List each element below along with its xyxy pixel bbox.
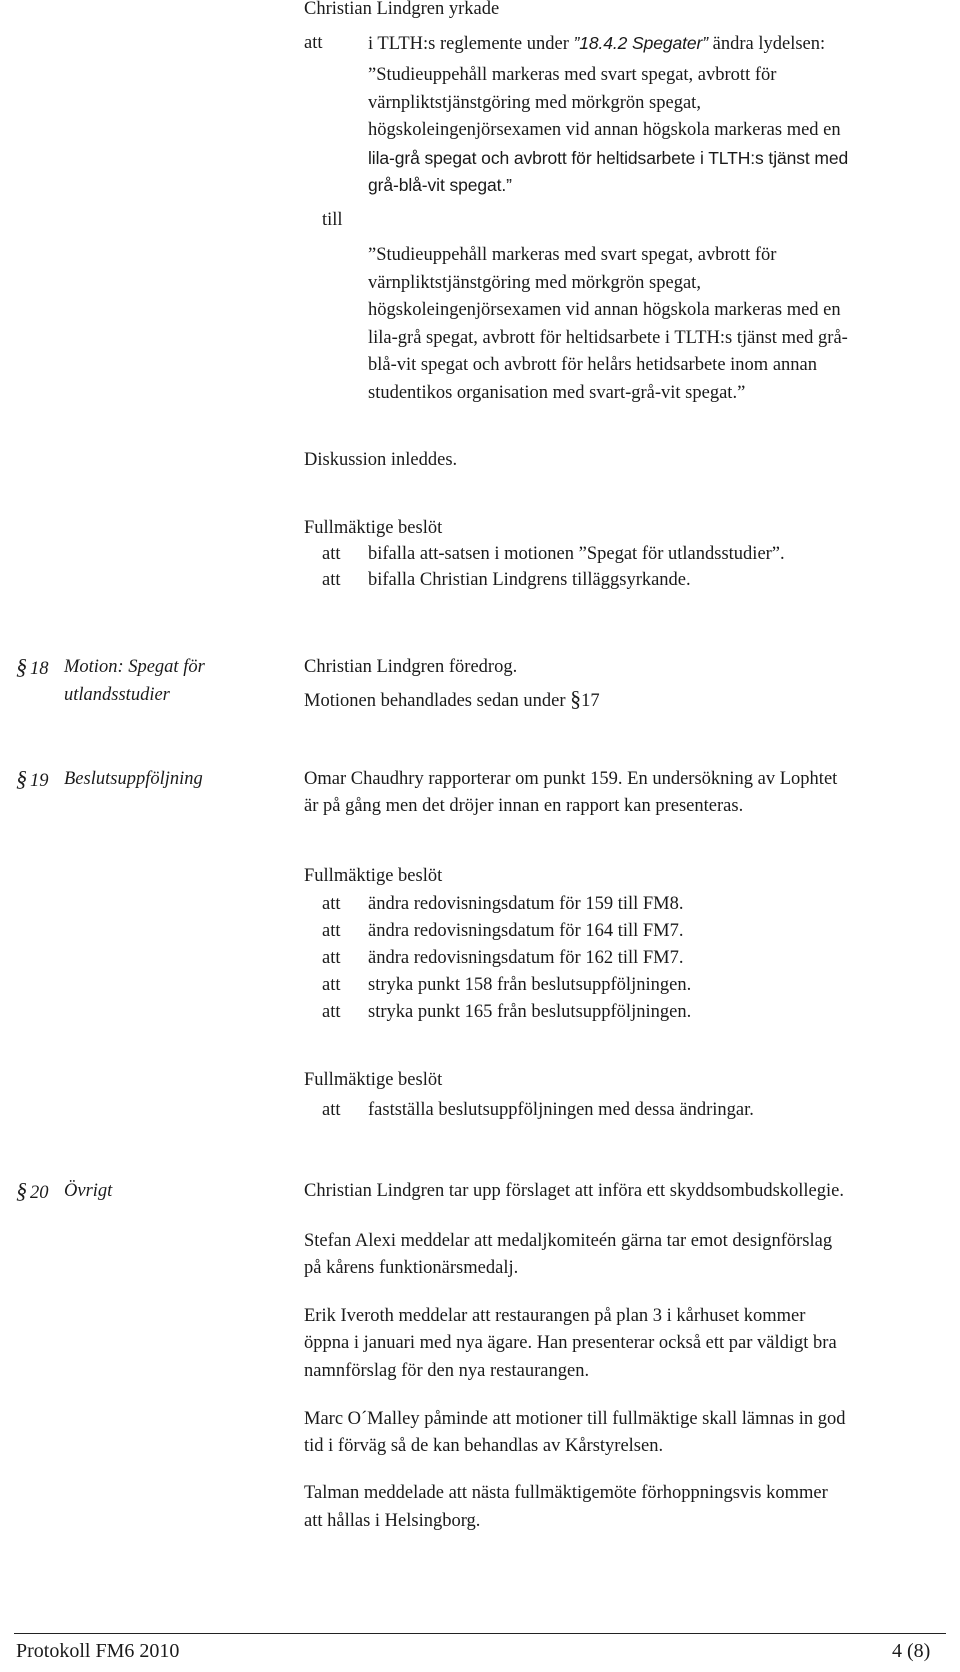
old-wording-line: högskoleingenjörsexamen vid annan högskola markeras med en [368,120,841,140]
section-text: Christian Lindgren föredrog. [304,657,518,677]
new-wording-line: studentikos organisation med svart-grå-vit spegat.” [368,382,746,403]
decision-text: fastställa beslutsuppföljningen med dessa ändringar. [368,1100,754,1120]
new-wording-line: högskoleingenjörsexamen vid annan högskola markeras med en [368,300,841,320]
decision-text: ändra redovisningsdatum för 159 till FM8. [368,894,684,914]
decided-label: Fullmäktige beslöt [304,1070,443,1090]
decided-label: Fullmäktige beslöt [304,518,443,538]
decision-text: ändra redovisningsdatum för 164 till FM7. [368,921,684,941]
discussion-note: Diskussion inleddes. [304,450,458,470]
section-text-body: Motionen behandlades sedan under [304,691,571,711]
new-wording-line: lila-grå spegat, avbrott för heltidsarbete i TLTH:s tjänst med grå- [368,327,848,348]
section-text: öppna i januari med nya ägare. Han presenterar också ett par väldigt bra [304,1333,837,1353]
section-number: 20 [30,1183,49,1203]
old-wording-line: värnpliktstjänstgöring med mörkgrön spegat, [368,92,701,113]
att-keyword: att [322,570,341,590]
section-text: Erik Iveroth meddelar att restaurangen på plan 3 i kårhuset kommer [304,1306,806,1326]
section-ref-number: 17 [581,691,600,711]
footer-title: Protokoll FM6 2010 [16,1640,180,1662]
old-wording-line: ”Studieuppehåll markeras med svart spegat, avbrott för [368,65,777,85]
old-wording [368,62,938,200]
section-title: Beslutsuppföljning [64,769,203,789]
section-sign-icon: § [16,766,27,791]
new-wording-line: blå-vit spegat och avbrott för helårs hetidsarbete inom annan [368,355,817,375]
old-wording-line: grå-blå-vit spegat.” [368,175,512,195]
decision-text: stryka punkt 158 från beslutsuppföljningen. [368,975,692,995]
footer-rule [14,1633,946,1634]
section-title: utlandsstudier [64,685,170,705]
section-number: 18 [30,659,49,679]
section-text: att hållas i Helsingborg. [304,1511,481,1531]
att-keyword: att [322,1100,341,1120]
section-text: Marc O´Malley påminde att motioner till fullmäktige skall lämnas in god [304,1409,846,1429]
section-number: 19 [30,771,49,791]
amendment-section-ref: ”18.4.2 Spegater” [573,33,709,53]
section-sign-icon: § [16,1178,27,1203]
amendment-clause-plain: i TLTH:s reglemente under [368,34,574,54]
decision-text: bifalla att-satsen i motionen ”Spegat för utlandsstudier”. [368,544,785,564]
section-heading-20 [16,1178,49,1206]
till-keyword: till [322,210,343,230]
section-title: Övrigt [64,1181,113,1201]
section-text: Stefan Alexi meddelar att medaljkomiteén gärna tar emot designförslag [304,1231,833,1251]
section-text: är på gång men det dröjer innan en rapport kan presenteras. [304,796,744,816]
section-title: Motion: Spegat för [64,657,205,677]
att-keyword: att [322,894,341,914]
section-text: Omar Chaudhry rapporterar om punkt 159. En undersökning av Lophtet [304,769,838,789]
section-text: tid i förväg så de kan behandlas av Kårstyrelsen. [304,1436,664,1456]
new-wording-line: ”Studieuppehåll markeras med svart spegat, avbrott för [368,245,777,265]
att-keyword: att [304,33,323,53]
section-text: på kårens funktionärsmedalj. [304,1258,519,1278]
section-heading-19 [16,766,49,794]
footer-page-number: 4 (8) [892,1640,931,1662]
att-keyword: att [322,975,341,995]
section-heading-18 [16,654,49,682]
decision-text: bifalla Christian Lindgrens tilläggsyrkande. [368,570,691,590]
new-wording [368,242,948,407]
yrkande-intro: Christian Lindgren yrkade [304,0,500,19]
decision-text: ändra redovisningsdatum för 162 till FM7. [368,948,684,968]
decided-label: Fullmäktige beslöt [304,866,443,886]
section-text: Talman meddelade att nästa fullmäktigemöte förhoppningsvis kommer [304,1483,828,1503]
att-keyword: att [322,544,341,564]
section-text: namnförslag för den nya restaurangen. [304,1361,590,1381]
section-text [304,686,600,714]
amendment-clause-tail: ändra lydelsen: [708,34,826,54]
amendment-clause [368,30,825,57]
att-keyword: att [322,921,341,941]
new-wording-line: värnpliktstjänstgöring med mörkgrön spegat, [368,272,701,293]
section-sign-icon: § [570,686,582,711]
att-keyword: att [322,1002,341,1022]
old-wording-line: lila-grå spegat och avbrott för heltidsarbete i TLTH:s tjänst med [368,147,849,168]
att-keyword: att [322,948,341,968]
section-sign-icon: § [16,654,27,679]
decision-text: stryka punkt 165 från beslutsuppföljningen. [368,1002,692,1022]
section-text: Christian Lindgren tar upp förslaget att införa ett skyddsombudskollegie. [304,1181,844,1201]
